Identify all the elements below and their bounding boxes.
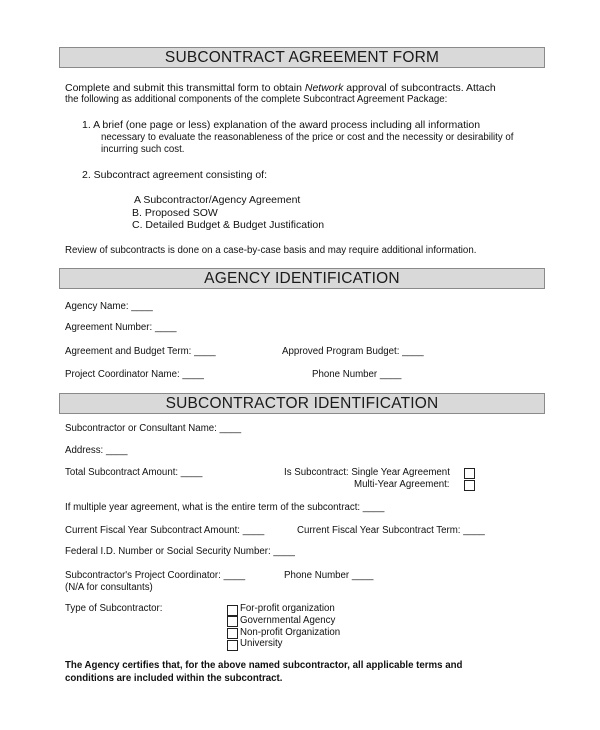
list-item-1-line1: 1. A brief (one page or less) explanation of the award process including all information: [82, 119, 481, 131]
total-amount-row: [65, 467, 202, 479]
consultant-name-label: Subcontractor or Consultant Name:: [65, 423, 217, 434]
sub-item-a: A Subcontractor/Agency Agreement: [134, 194, 301, 206]
agreement-number-label: Agreement Number:: [65, 322, 153, 333]
type-non-profit-label: Non-profit Organization: [240, 627, 341, 638]
agency-name-row: [65, 301, 153, 313]
list-item-1-line3: incurring such cost.: [101, 144, 185, 155]
agreement-number-row: [65, 322, 177, 334]
intro-emphasis: Network: [304, 82, 344, 94]
form-title: SUBCONTRACT AGREEMENT FORM: [59, 47, 545, 68]
agency-phone-row: [312, 369, 401, 381]
multi-year-label: Multi-Year Agreement:: [354, 479, 450, 490]
fy-term-field[interactable]: ____: [463, 525, 485, 536]
is-subcontract-label: Is Subcontract:: [284, 467, 349, 478]
sub-item-c: C. Detailed Budget & Budget Justification: [132, 219, 325, 231]
consultant-name-row: [65, 423, 241, 435]
type-non-profit-checkbox[interactable]: [227, 628, 238, 639]
fy-amount-field[interactable]: ____: [242, 525, 265, 536]
fy-amount-label: Current Fiscal Year Subcontract Amount:: [65, 525, 241, 536]
intro-paragraph-line1: [65, 82, 496, 94]
list-item-2: 2. Subcontract agreement consisting of:: [82, 169, 268, 181]
agency-coordinator-label: Project Coordinator Name:: [65, 369, 180, 380]
fed-id-row: [65, 546, 295, 558]
type-governmental-label: Governmental Agency: [240, 615, 336, 626]
sub-coordinator-label: Subcontractor's Project Coordinator:: [65, 570, 221, 581]
fed-id-label: Federal I.D. Number or Social Security Number:: [65, 546, 271, 557]
certification-line1: The Agency certifies that, for the above named subcontractor, all applicable terms and: [65, 660, 463, 671]
address-field[interactable]: ____: [105, 445, 128, 456]
sub-phone-row: [284, 570, 373, 582]
agency-phone-field[interactable]: ____: [379, 369, 402, 380]
approved-budget-field[interactable]: ____: [402, 346, 424, 357]
subcontractor-type-label: Type of Subcontractor:: [65, 603, 163, 614]
intro-text: Complete and submit this transmittal form to obtain: [65, 82, 305, 94]
single-year-checkbox[interactable]: [464, 468, 475, 479]
sub-item-b: B. Proposed SOW: [132, 207, 218, 219]
is-subcontract-row: [284, 467, 450, 479]
multi-year-term-field[interactable]: ____: [362, 502, 385, 513]
address-label: Address:: [65, 445, 104, 456]
sub-coordinator-field[interactable]: ____: [223, 570, 246, 581]
sub-coordinator-row: [65, 570, 245, 582]
intro-text-end: approval of subcontracts. Attach: [343, 82, 496, 94]
agency-name-field[interactable]: ____: [131, 301, 153, 312]
multi-year-term-label: If multiple year agreement, what is the entire term of the subcontract:: [65, 502, 361, 513]
sub-coordinator-note: (N/A for consultants): [65, 582, 153, 593]
subcontractor-section-heading: SUBCONTRACTOR IDENTIFICATION: [59, 393, 545, 414]
consultant-name-field[interactable]: ____: [219, 423, 242, 434]
agency-name-label: Agency Name:: [65, 301, 129, 312]
multi-year-term-row: [65, 502, 384, 514]
single-year-label: Single Year Agreement: [351, 467, 450, 478]
fy-amount-row: [65, 525, 264, 537]
total-amount-label: Total Subcontract Amount:: [65, 467, 179, 478]
type-university-label: University: [240, 638, 283, 649]
sub-phone-field[interactable]: ____: [351, 570, 374, 581]
type-university-checkbox[interactable]: [227, 640, 238, 651]
address-row: [65, 445, 128, 457]
certification-line2: conditions are included within the subcontract.: [65, 673, 283, 684]
total-amount-field[interactable]: ____: [180, 467, 203, 478]
list-item-1-line2: necessary to evaluate the reasonableness of the price or cost and the necessity or desirability of: [101, 132, 514, 143]
type-for-profit-checkbox[interactable]: [227, 605, 238, 616]
multi-year-checkbox[interactable]: [464, 480, 475, 491]
agreement-term-label: Agreement and Budget Term:: [65, 346, 192, 357]
review-note: Review of subcontracts is done on a case-by-case basis and may require additional information.: [65, 245, 477, 256]
sub-phone-label: Phone Number: [284, 570, 350, 581]
agency-coordinator-field[interactable]: ____: [182, 369, 204, 380]
type-for-profit-label: For-profit organization: [240, 603, 335, 614]
fy-term-label: Current Fiscal Year Subcontract Term:: [297, 525, 461, 536]
fy-term-row: [297, 525, 485, 537]
approved-budget-label: Approved Program Budget:: [282, 346, 400, 357]
agency-phone-label: Phone Number: [312, 369, 378, 380]
agency-coordinator-row: [65, 369, 204, 381]
agreement-number-field[interactable]: ____: [154, 322, 177, 333]
fed-id-field[interactable]: ____: [273, 546, 295, 557]
agreement-term-row: [65, 346, 216, 358]
agreement-term-field[interactable]: ____: [194, 346, 216, 357]
type-governmental-checkbox[interactable]: [227, 616, 238, 627]
agency-section-heading: AGENCY IDENTIFICATION: [59, 268, 545, 289]
approved-budget-row: [282, 346, 424, 358]
intro-paragraph-line2: the following as additional components of the complete Subcontract Agreement Package:: [65, 94, 448, 105]
